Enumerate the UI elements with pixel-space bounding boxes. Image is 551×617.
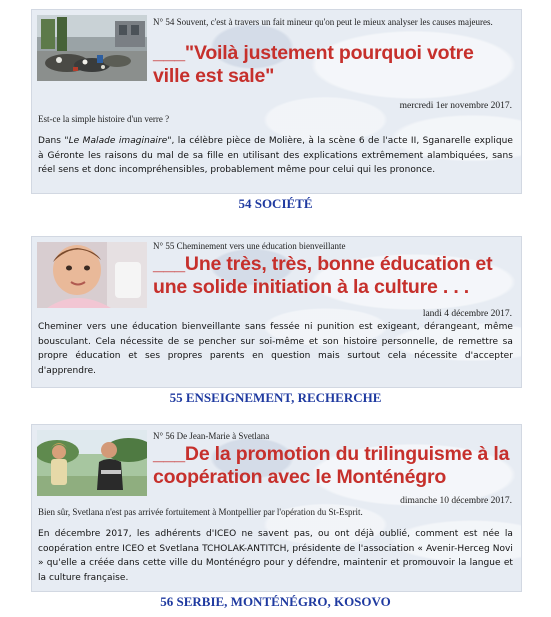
article-date: dimanche 10 décembre 2017.: [400, 496, 512, 506]
body-text-after: ", la célèbre pièce de Molière, à la scène 6 de l'acte II, Sganarelle explique à Géronte les raisons du mal de sa fille en utilisant des explications extrêmement alambiquées, sans réel sens et donc incompréhensibles, probablement même pour celui qui les prononce.: [38, 136, 513, 175]
category-label[interactable]: 54 SOCIÉTÉ: [238, 196, 313, 211]
article-body: [38, 134, 513, 178]
article-date: mercredi 1er novembre 2017.: [399, 101, 512, 111]
article-date: landi 4 décembre 2017.: [422, 309, 512, 319]
article-card-56[interactable]: [31, 424, 522, 592]
play-title: Le Malade imaginaire: [68, 136, 168, 146]
body-text-before: Dans ": [38, 136, 69, 146]
category-label[interactable]: 55 ENSEIGNEMENT, RECHERCHE: [169, 390, 382, 405]
category-label[interactable]: 56 SERBIE, MONTÉNÉGRO, KOSOVO: [160, 594, 391, 609]
baby-photo: [37, 242, 147, 308]
article-lead: Est-ce la simple histoire d'un verre ?: [38, 114, 170, 124]
two-people-photo: [37, 430, 147, 496]
article-body: En décembre 2017, les adhérents d'ICEO ne savent pas, ou ont déjà oublié, comment est née la coopération entre ICEO et Svetlana TCHOLAK-ANTITCH, présidente de l'association « Avenir-Herceg Novi » qu'elle a créée dans cette ville du Monténégro pour y défendre, maintenir et promouvoir la langue et la culture française.: [38, 529, 513, 583]
article-headline[interactable]: ___De la promotion du trilinguisme à la coopération avec le Monténégro: [153, 443, 510, 488]
article-card-54[interactable]: [31, 9, 522, 194]
article-card-55[interactable]: [31, 236, 522, 388]
article-meta: N° 55 Cheminement vers une éducation bienveillante: [153, 241, 346, 251]
article-meta: N° 54 Souvent, c'est à travers un fait mineur qu'on peut le mieux analyser les causes majeures.: [153, 17, 493, 27]
article-meta: N° 56 De Jean-Marie à Svetlana: [153, 431, 270, 441]
article-headline[interactable]: ___"Voilà justement pourquoi votre ville est sale": [153, 42, 474, 87]
article-headline[interactable]: ___Une très, très, bonne éducation et une solide initiation à la culture . . .: [153, 253, 493, 298]
street-trash-photo: [37, 15, 147, 81]
article-lead: Bien sûr, Svetlana n'est pas arrivée fortuitement à Montpellier par l'opération du St-Esprit.: [38, 507, 363, 517]
article-body: Cheminer vers une éducation bienveillante sans fessée ni punition est exigeant, dérangeant, même bousculant. Cela nécessite de se pencher sur soi-même et son histoire personnelle, de remettre sa propre éducation et ses propres parents en question mais surtout cela nécessite d'accepter d'apprendre.: [38, 322, 513, 376]
